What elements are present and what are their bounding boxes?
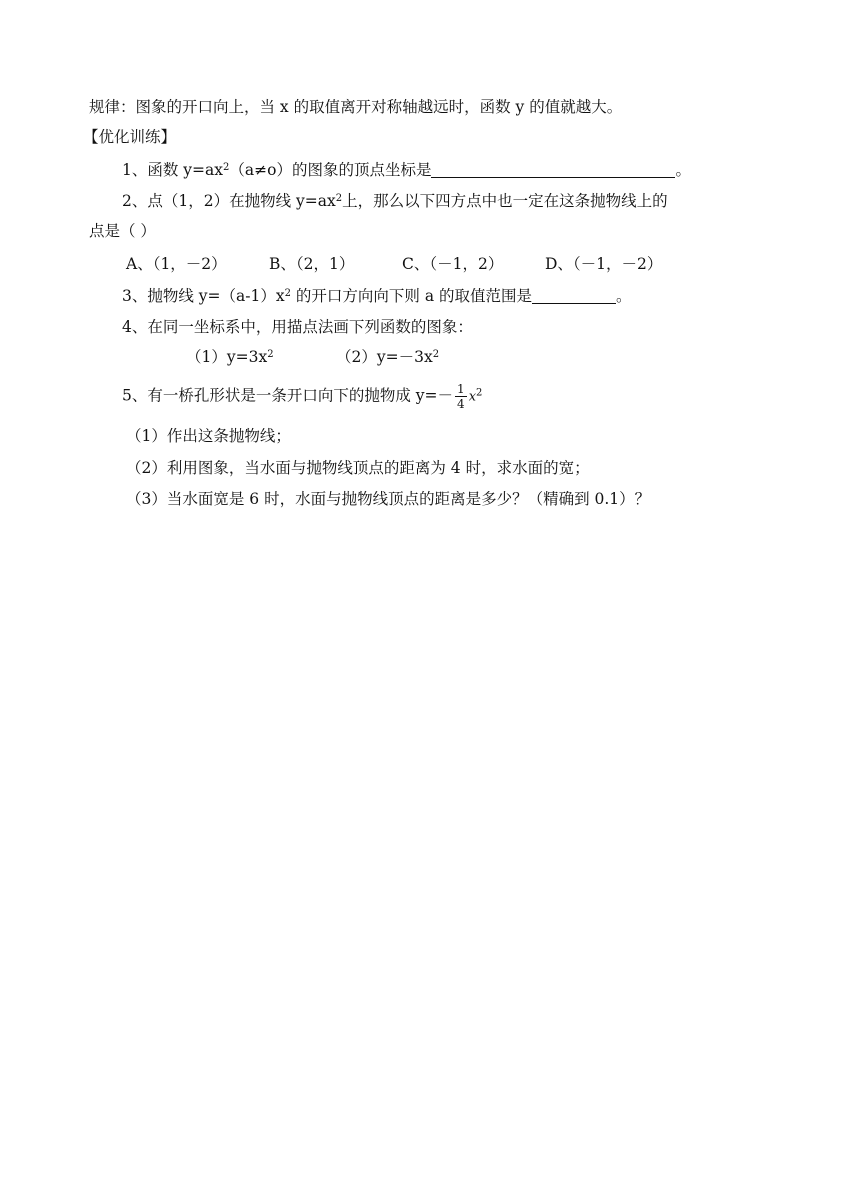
q4-sub-1 [186,346,274,368]
q5-exponent: 2 [476,387,483,399]
question-1 [122,159,691,181]
q4-sub2-exponent: 2 [432,349,440,360]
section-title: 【优化训练】 [83,128,177,146]
rule-text: 规律：图象的开口向上，当 x 的取值离开对称轴越远时，函数 y 的值就越大。 [89,98,623,116]
q3-suffix: 。 [616,287,632,305]
q4-sub2-prefix: （2）y=－3x [336,348,433,366]
q1-middle: （a≠o）的图象的顶点坐标是 [229,161,432,179]
q5-variable: x [468,389,477,405]
q1-exponent: 2 [223,162,230,173]
question-4: 4、在同一坐标系中，用描点法画下列函数的图象： [122,318,473,336]
question-5 [122,382,482,411]
q5-fraction [455,382,467,411]
q2-exponent: 2 [335,193,343,204]
q3-answer-blank[interactable] [532,286,616,304]
q2-option-d[interactable]: D、（－1，－2） [545,255,663,273]
q5-part-2: （2）利用图象，当水面与抛物线顶点的距离为 4 时，求水面的宽； [126,459,590,477]
q2-line1-a: 2、点（1，2）在抛物线 y=ax [122,192,336,210]
q3-prefix: 3、抛物线 y=（a-1）x [122,287,285,305]
q2-option-a[interactable]: A、（1，－2） [126,255,227,273]
q1-suffix: 。 [675,161,691,179]
q4-sub1-exponent: 2 [267,349,274,360]
q2-option-c[interactable]: C、（－1，2） [402,255,504,273]
q1-prefix: 1、函数 y=ax [122,161,224,179]
q1-answer-blank[interactable] [431,160,675,178]
q5-fraction-denominator: 4 [457,397,465,411]
q3-middle: 的开口方向向下则 a 的取值范围是 [291,287,533,305]
q5-fraction-numerator: 1 [457,382,465,396]
q4-sub1-prefix: （1）y=3x [186,348,268,366]
question-2-line-2: 点是（ ） [89,222,156,240]
question-2-line-1 [122,190,668,212]
q5-part-3: （3）当水面宽是 6 时，水面与抛物线顶点的距离是多少？（精确到 0.1）？ [126,490,651,508]
q5-prefix: 5、有一桥孔形状是一条开口向下的抛物成 y=－ [122,386,454,405]
q3-exponent: 2 [284,288,291,299]
q4-sub-2 [336,346,439,368]
q5-part-1: （1）作出这条抛物线； [126,427,291,445]
q2-line1-b: 上，那么以下四方点中也一定在这条抛物线上的 [342,192,668,210]
question-3 [122,285,632,307]
q2-option-b[interactable]: B、（2，1） [269,255,355,273]
